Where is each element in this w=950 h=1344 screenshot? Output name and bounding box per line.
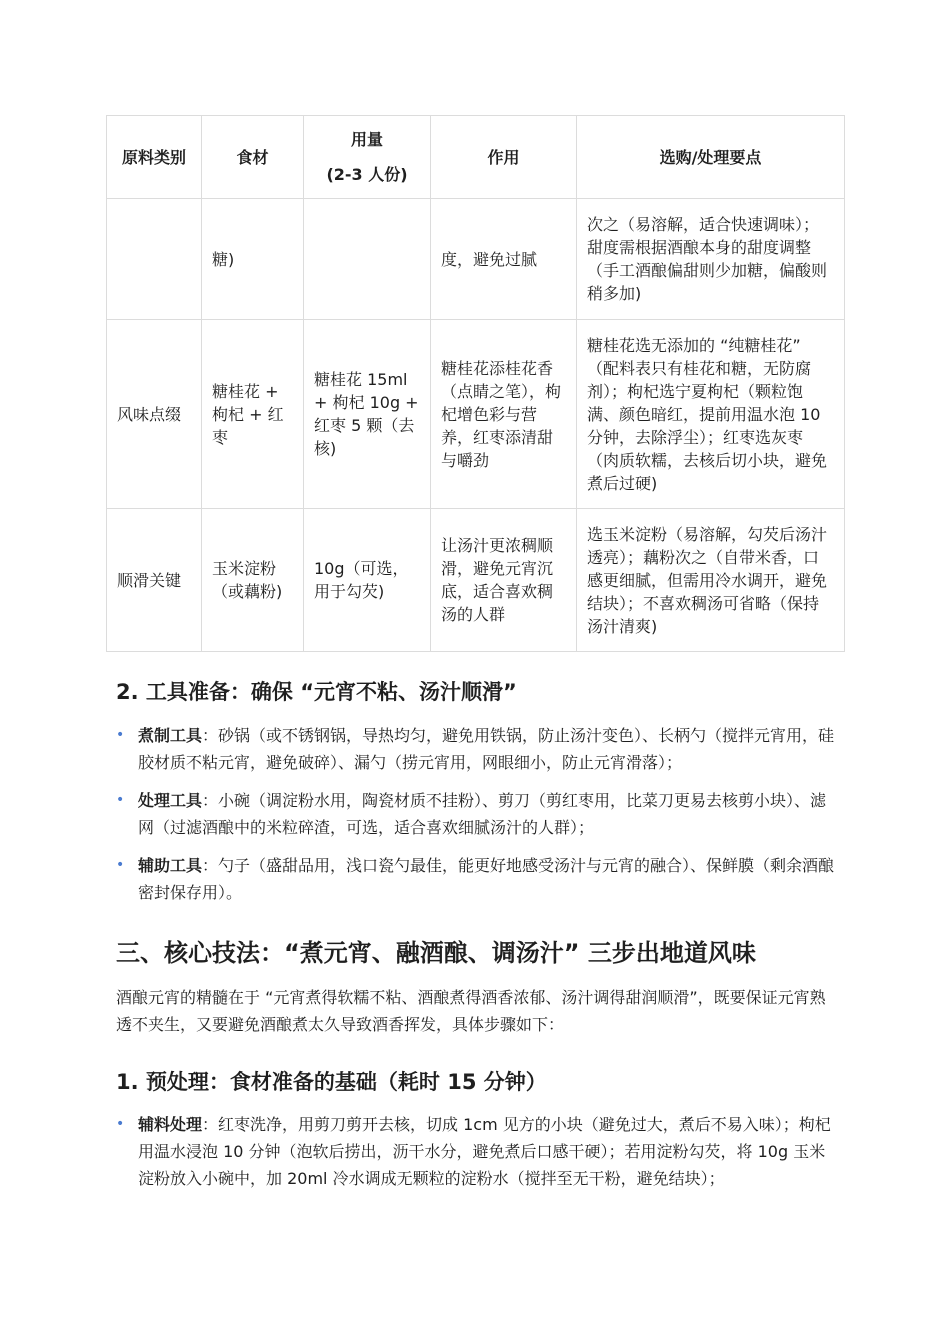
table-row <box>107 320 845 509</box>
bullet-icon: • <box>116 857 125 873</box>
table-row <box>107 509 845 652</box>
ingredient-table <box>106 115 845 652</box>
table-cell <box>107 199 202 320</box>
table-cell: 10g（可选，用于勾芡) <box>304 509 431 652</box>
table-header-cell: 选购/处理要点 <box>577 116 845 199</box>
list-item <box>116 722 838 776</box>
section-heading-tools: 2. 工具准备：确保 “元宵不粘、汤汁顺滑” <box>116 680 517 704</box>
list-item-label: 辅料处理 <box>138 1115 203 1134</box>
table-cell: 玉米淀粉（或藕粉) <box>202 509 304 652</box>
table-header-cell: 原料类别 <box>107 116 202 199</box>
table-header-cell: 食材 <box>202 116 304 199</box>
table-cell: 顺滑关键 <box>107 509 202 652</box>
bullet-icon: • <box>116 727 125 743</box>
table-cell: 糖桂花添桂花香（点睛之笔），枸杞增色彩与营养，红枣添清甜与嚼劲 <box>431 320 577 509</box>
table-cell <box>304 199 431 320</box>
list-item <box>116 852 838 906</box>
list-item <box>116 1111 838 1192</box>
table-cell: 次之（易溶解，适合快速调味）；甜度需根据酒酿本身的甜度调整（手工酒酿偏甜则少加糖，偏酸则稍多加) <box>577 199 845 320</box>
section-heading-core: 三、核心技法：“煮元宵、融酒酿、调汤汁” 三步出地道风味 <box>116 939 756 967</box>
table-header-line: 用量 <box>350 130 383 149</box>
list-item-label: 煮制工具 <box>138 726 203 745</box>
list-item-text: ：砂锅（或不锈钢锅，导热均匀，避免用铁锅，防止汤汁变色）、长柄勺（搅拌元宵用，硅胶材质不粘元宵，避免破碎）、漏勺（捞元宵用，网眼细小，防止元宵滑落）； <box>138 726 835 772</box>
table-header-row <box>107 116 845 199</box>
list-item-label: 处理工具 <box>138 791 203 810</box>
table-cell: 度，避免过腻 <box>431 199 577 320</box>
table-cell: 让汤汁更浓稠顺滑，避免元宵沉底，适合喜欢稠汤的人群 <box>431 509 577 652</box>
table-cell: 糖) <box>202 199 304 320</box>
table-cell: 糖桂花 15ml + 枸杞 10g + 红枣 5 颗（去核) <box>304 320 431 509</box>
core-intro-paragraph: 酒酿元宵的精髓在于 “元宵煮得软糯不粘、酒酿煮得酒香浓郁、汤汁调得甜润顺滑”，既要保证元宵熟透不夹生，又要避免酒酿煮太久导致酒香挥发，具体步骤如下： <box>116 988 826 1034</box>
list-item <box>116 787 838 841</box>
section-heading-prep: 1. 预处理：食材准备的基础（耗时 15 分钟） <box>116 1070 547 1094</box>
table-cell: 风味点缀 <box>107 320 202 509</box>
table-header-line: (2-3 人份) <box>326 165 408 184</box>
table-header-cell <box>304 116 431 199</box>
prep-list <box>116 1111 838 1203</box>
list-item-text: ：红枣洗净，用剪刀剪开去核，切成 1cm 见方的小块（避免过大，煮后不易入味）；枸杞用温水浸泡 10 分钟（泡软后捞出，沥干水分，避免煮后口感干硬）；若用淀粉勾芡，将 10g 玉米淀粉放入小碗中，加 20ml 冷水调成无颗粒的淀粉水（搅拌至无干粉，避免结块）； <box>138 1115 831 1188</box>
table-cell: 糖桂花选无添加的 “纯糖桂花” （配料表只有桂花和糖，无防腐剂）；枸杞选宁夏枸杞（颗粒饱满、颜色暗红，提前用温水泡 10 分钟，去除浮尘）；红枣选灰枣（肉质软糯，去核后切小块，避免煮后过硬) <box>577 320 845 509</box>
table-cell: 选玉米淀粉（易溶解，勾芡后汤汁透亮）；藕粉次之（自带米香，口感更细腻，但需用冷水调开，避免结块）；不喜欢稠汤可省略（保持汤汁清爽) <box>577 509 845 652</box>
bullet-icon: • <box>116 792 125 808</box>
table-row <box>107 199 845 320</box>
bullet-icon: • <box>116 1116 125 1132</box>
tools-list <box>116 722 838 917</box>
table-header-cell: 作用 <box>431 116 577 199</box>
list-item-label: 辅助工具 <box>138 856 203 875</box>
list-item-text: ：小碗（调淀粉水用，陶瓷材质不挂粉）、剪刀（剪红枣用，比菜刀更易去核剪小块）、滤网（过滤酒酿中的米粒碎渣，可选，适合喜欢细腻汤汁的人群）； <box>138 791 827 837</box>
list-item-text: ：勺子（盛甜品用，浅口瓷勺最佳，能更好地感受汤汁与元宵的融合）、保鲜膜（剩余酒酿密封保存用）。 <box>138 856 835 902</box>
table-cell: 糖桂花 + 枸杞 + 红枣 <box>202 320 304 509</box>
